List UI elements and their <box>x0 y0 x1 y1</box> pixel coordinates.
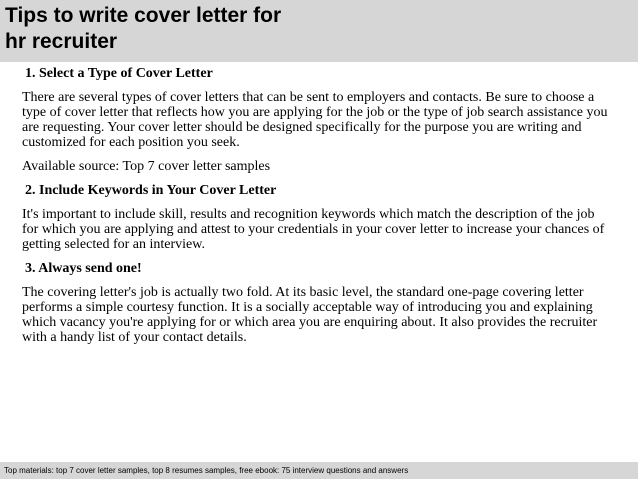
section-2-heading: 2. Include Keywords in Your Cover Letter <box>25 183 277 198</box>
footer-text: Top materials: top 7 cover letter samples, top 8 resumes samples, free ebook: 75 interview questions and answers <box>4 466 409 475</box>
slide-title <box>5 3 625 55</box>
section-3-heading: 3. Always send one! <box>25 261 142 276</box>
section-2-paragraph: It's important to include skill, results and recognition keywords which match the description of the job for which you are applying and attest to your credentials in your cover letter to increase your chances of getting selected for an interview. <box>22 207 605 252</box>
title-line-2: hr recruiter <box>5 30 118 53</box>
section-3-paragraph: The covering letter's job is actually two fold. At its basic level, the standard one-page covering letter performs a simple courtesy function. It is a socially acceptable way of introducing you and explaining which vacancy you're applying for or which area you are enquiring about. It also provides the recruiter with a handy list of your contact details. <box>22 285 598 345</box>
section-1-source: Available source: Top 7 cover letter samples <box>22 159 271 174</box>
title-line-1: Tips to write cover letter for <box>5 4 282 27</box>
slide-body <box>22 66 608 354</box>
section-1-heading: 1. Select a Type of Cover Letter <box>25 66 213 81</box>
section-1-paragraph: There are several types of cover letters that can be sent to employers and contacts. Be sure to choose a type of cover letter that reflects how you are applying for the job or the type of job search assistance you are requesting. Your cover letter should be designed specifically for the purpose you are writing and customized for each position you seek. <box>22 90 608 150</box>
